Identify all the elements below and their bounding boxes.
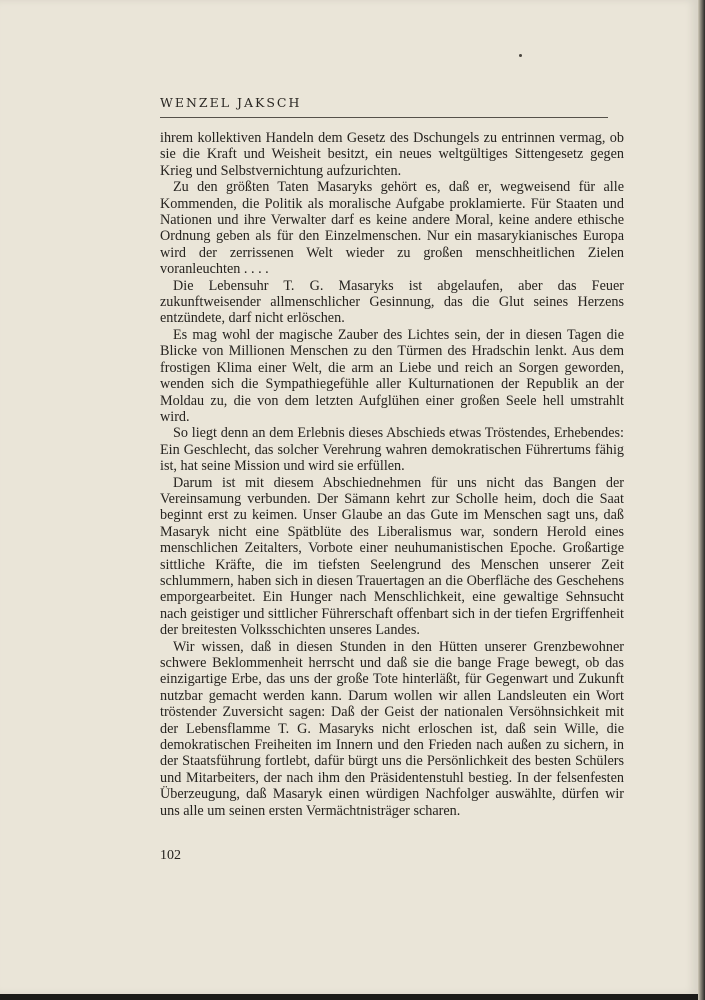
paragraph-3: Die Lebensuhr T. G. Masaryks ist abgelaufen, aber das Feuer zukunftweisender allmenschlicher Gesinnung, das die Glut seines Herzens entzündete, darf nicht erlöschen. xyxy=(160,277,624,327)
running-head: WENZEL JAKSCH xyxy=(160,95,608,118)
paragraph-7: Wir wissen, daß in diesen Stunden in den Hütten unserer Grenzbewohner schwere Beklommenheit herrscht und daß sie die bange Frage bewegt, ob das einzigartige Erbe, das uns der große Tote hinterläßt, für Gegenwart und Zukunft nutzbar gemacht werden kann. Darum wollen wir allen Landsleuten ein Wort tröstender Zuversicht sagen: Daß der Geist der nationalen Versöhnsichkeit mit der Lebensflamme T. G. Masaryks nicht erloschen ist, daß sein Wille, die demokratischen Freiheiten im Innern und den Frieden nach außen zu sichern, in der Staatsführung fortlebt, dafür bürgt uns die Persönlichkeit des besten Schülers und Mitarbeiters, der nach ihm den Präsidentenstuhl bestieg. In der felsenfesten Überzeugung, daß Masaryk einen würdigen Nachfolger auswählte, dürfen wir uns alle um seinen ersten Vermächtnisträger scharen. xyxy=(160,638,624,819)
print-speck xyxy=(519,54,522,57)
paragraph-5: So liegt denn an dem Erlebnis dieses Abschieds etwas Tröstendes, Erhebendes: Ein Geschlecht, das solcher Verehrung wahren demokratischen Führertums fähig ist, hat seine Mission und wird sie erfüllen. xyxy=(160,425,624,475)
paragraph-1: ihrem kollektiven Handeln dem Gesetz des Dschungels zu entrinnen vermag, ob sie die Kraft und Weisheit besitzt, ein neues weltgültiges Sittengesetz gegen Krieg und Selbstvernichtung aufzurichten. xyxy=(160,130,624,179)
paragraph-2: Zu den größten Taten Masaryks gehört es, daß er, wegweisend für alle Kommenden, die Politik als moralische Aufgabe proklamierte. Für Staaten und Nationen und ihre Verwalter darf es keine andere Moral, keine andere ethische Ordnung geben als für den Einzelmenschen. Nur ein masarykianisches Europa wird der zerrissenen Welt wieder zu großen menschheitlichen Zielen voranleuchten . . . . xyxy=(160,179,624,278)
paragraph-6: Darum ist mit diesem Abschiednehmen für uns nicht das Bangen der Vereinsamung verbunden. Der Sämann kehrt zur Scholle heim, doch die Saat beginnt erst zu keimen. Unser Glaube an das Gute im Menschen sagt uns, daß Masaryk nicht eine Spätblüte des Liberalismus war, sondern Herold eines menschlichen Zeitalters, Vorbote einer neuhumanistischen Epoche. Großartige sittliche Kräfte, die im tiefsten Seelengrund des Menschen unserer Zeit schlummern, haben sich in diesen Trauertagen an die Oberfläche des Geschehens emporgearbeitet. Ein Hunger nach Menschlichkeit, eine gewaltige Sehnsucht nach geistiger und sittlicher Führerschaft offenbart sich in der tiefen Ergriffenheit der breitesten Volksschichten unseres Landes. xyxy=(160,474,624,639)
page-number: 102 xyxy=(160,848,181,863)
paragraph-4: Es mag wohl der magische Zauber des Lichtes sein, der in diesen Tagen die Blicke von Millionen Menschen zu den Türmen des Hradschin lenkt. Aus dem frostigen Klima einer Welt, die arm an Liebe und reich an Sorgen geworden, wenden sich die Sympathiegefühle aller Kulturnationen der Republik an der Moldau zu, die von dem letzten Aufglühen einer großen Seele hell umstrahlt wird. xyxy=(160,326,624,425)
body-text xyxy=(160,130,624,819)
page-edge xyxy=(698,0,705,1000)
